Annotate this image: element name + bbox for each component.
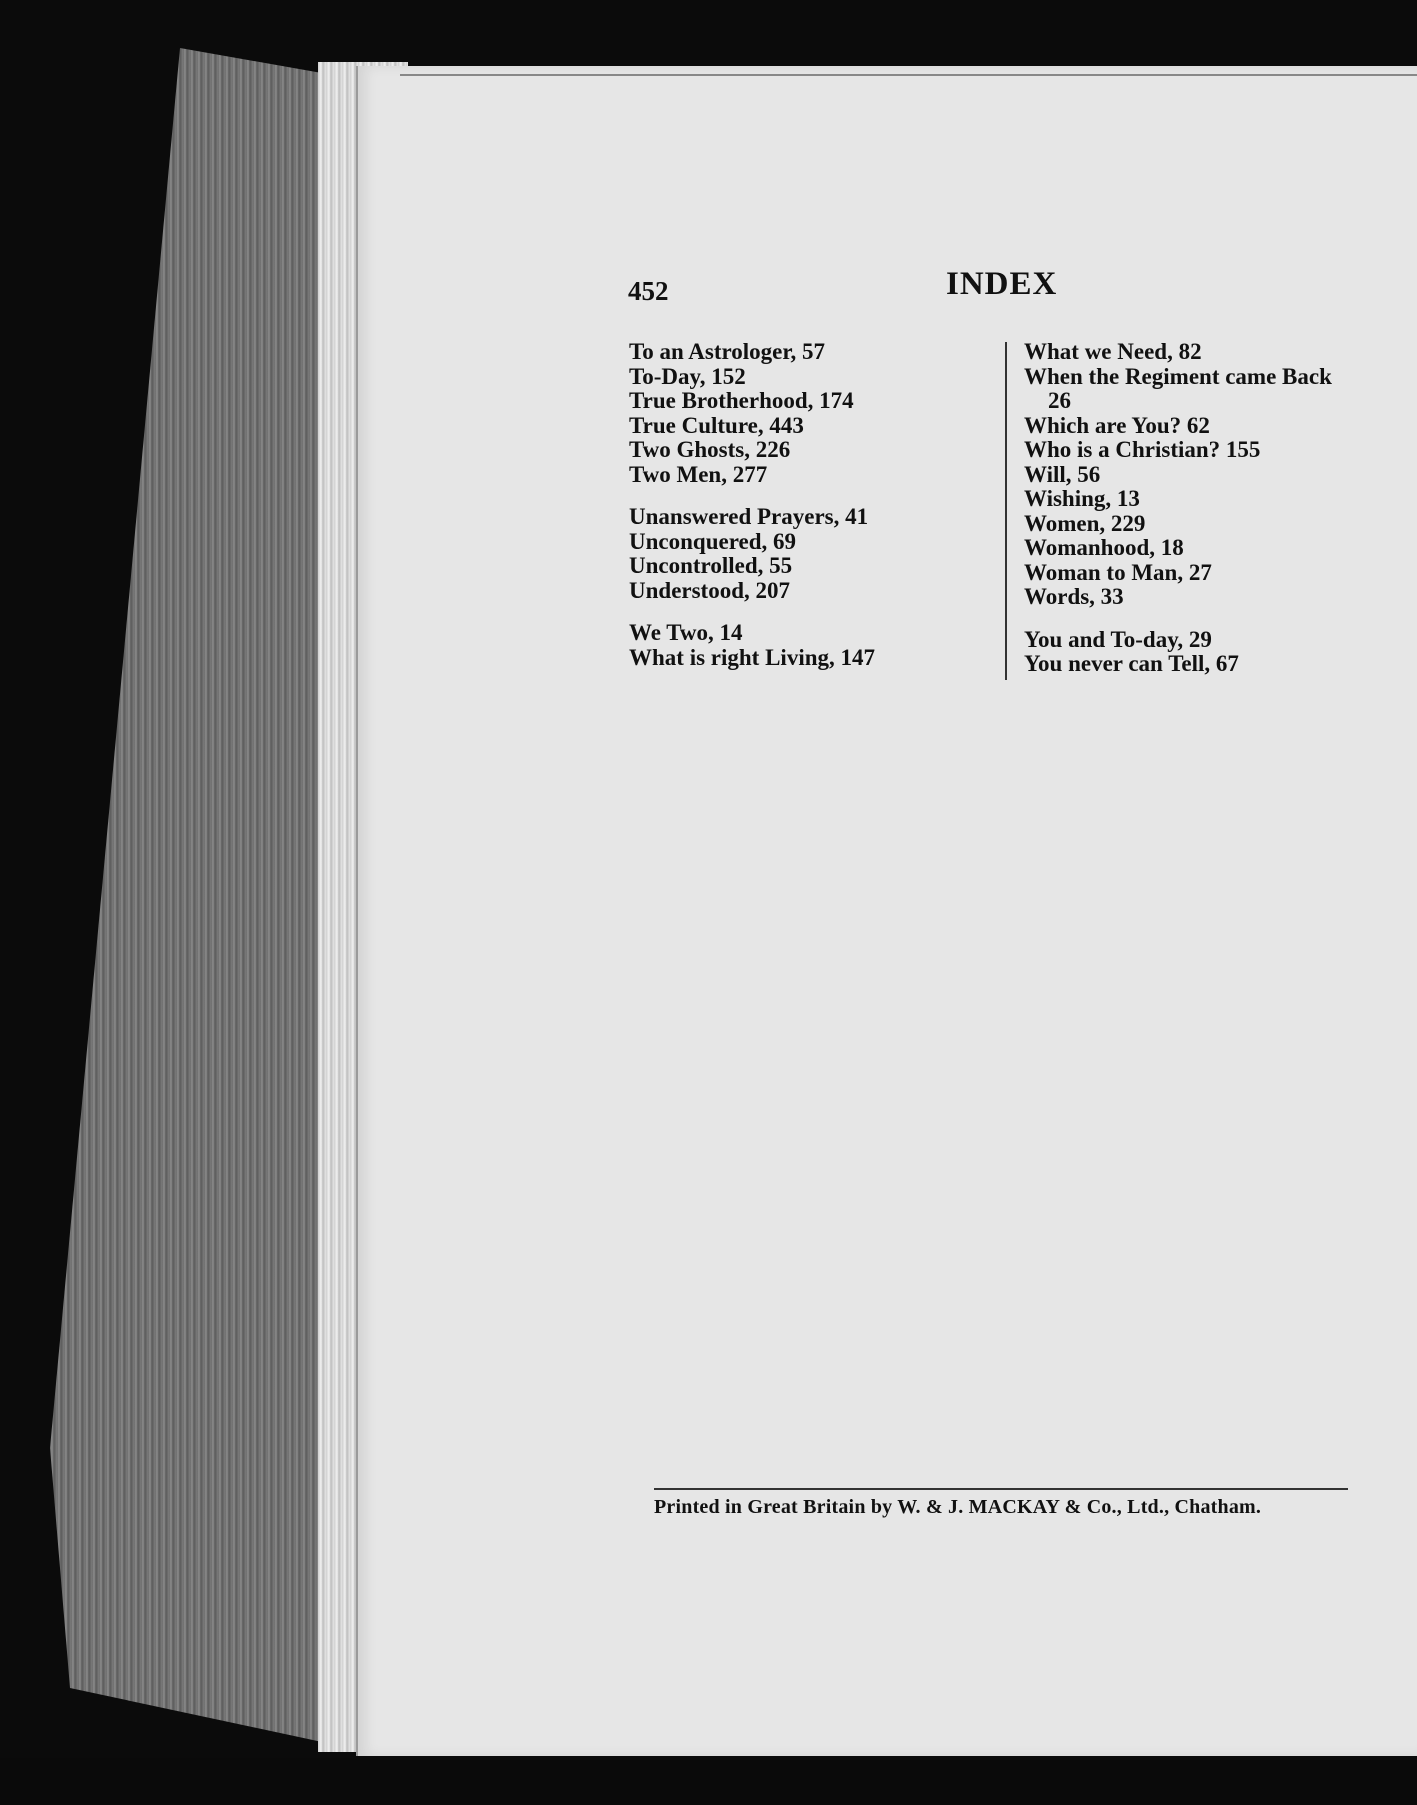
- imprint-rule: [654, 1488, 1348, 1490]
- index-entry: You never can Tell, 67: [1024, 651, 1239, 676]
- page-number: 452: [628, 276, 669, 306]
- index-entry: Unconquered, 69: [629, 528, 796, 554]
- index-entry: Womanhood, 18: [1024, 535, 1184, 560]
- book-block-edge: [50, 48, 350, 1748]
- index-entry: Two Men, 277: [629, 461, 768, 487]
- index-entry: Which are You? 62: [1024, 412, 1210, 438]
- index-entry: Who is a Christian? 155: [1024, 437, 1261, 462]
- group-spacer: [629, 487, 875, 505]
- index-entry: Women, 229: [1024, 510, 1146, 536]
- index-entry: You and To-day, 29: [1024, 626, 1212, 652]
- page-top-edge: [400, 74, 1417, 76]
- index-column-right: [1024, 340, 1332, 677]
- index-entry: Wishing, 13: [1024, 486, 1140, 511]
- index-entry: To an Astrologer, 57: [629, 339, 825, 364]
- index-entry: Understood, 207: [629, 577, 791, 603]
- index-entry-continuation: 26: [1048, 388, 1071, 413]
- index-entry: What is right Living, 147: [629, 644, 876, 670]
- index-entry: True Brotherhood, 174: [629, 388, 854, 413]
- index-entry: Woman to Man, 27: [1024, 559, 1212, 585]
- index-entry: True Culture, 443: [629, 412, 804, 438]
- index-entry: Uncontrolled, 55: [629, 553, 793, 578]
- printer-imprint: Printed in Great Britain by W. & J. MACKAY & Co., Ltd., Chatham.: [654, 1496, 1262, 1518]
- group-spacer: [1024, 610, 1332, 628]
- index-entry: When the Regiment came Back: [1024, 363, 1332, 389]
- index-entry: Words, 33: [1024, 584, 1124, 609]
- index-entry: We Two, 14: [629, 620, 743, 645]
- index-entry: Unanswered Prayers, 41: [629, 504, 869, 529]
- index-entry: What we Need, 82: [1024, 339, 1202, 364]
- scan-bottom-edge: [0, 1758, 1417, 1805]
- index-entry: Will, 56: [1024, 461, 1101, 487]
- column-divider: [1005, 342, 1007, 680]
- group-spacer: [629, 603, 875, 621]
- index-column-left: [629, 340, 875, 670]
- index-entry: Two Ghosts, 226: [629, 437, 791, 462]
- index-entry: To-Day, 152: [629, 363, 746, 389]
- page-title: INDEX: [946, 266, 1058, 302]
